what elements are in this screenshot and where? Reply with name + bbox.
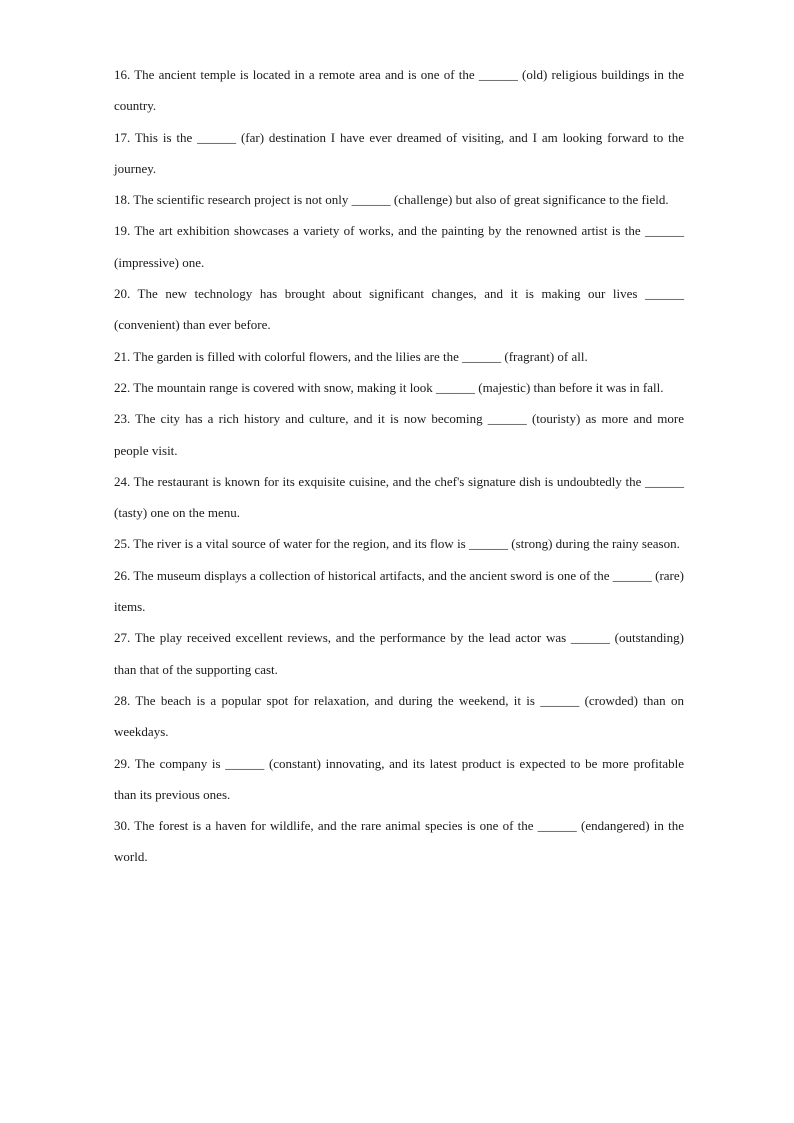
- question-26: 26. The museum displays a collection of historical artifacts, and the ancient sword is one of the ______ (rare) items.: [114, 567, 684, 615]
- question-22: 22. The mountain range is covered with snow, making it look ______ (majestic) than before it was in fall.: [114, 379, 664, 395]
- question-21: 21. The garden is filled with colorful flowers, and the lilies are the ______ (fragrant) of all.: [114, 348, 588, 364]
- question-19: 19. The art exhibition showcases a variety of works, and the painting by the renowned artist is the ______ (impressive) one.: [114, 223, 684, 270]
- question-18: 18. The scientific research project is not only ______ (challenge) but also of great significance to the field.: [114, 192, 669, 208]
- question-24: 24. The restaurant is known for its exquisite cuisine, and the chef's signature dish is undoubtedly the ______ (tasty) one on the menu.: [114, 473, 684, 521]
- question-30: 30. The forest is a haven for wildlife, and the rare animal species is one of the ______ (endangered) in the world.: [114, 818, 684, 865]
- question-28: 28. The beach is a popular spot for relaxation, and during the weekend, it is ______ (crowded) than on weekdays.: [114, 692, 684, 740]
- question-17: 17. This is the ______ (far) destination I have ever dreamed of visiting, and I am looking forward to the journey.: [114, 129, 684, 176]
- document-page: [114, 59, 684, 873]
- question-29: 29. The company is ______ (constant) innovating, and its latest product is expected to be more profitable than its previous ones.: [114, 755, 684, 802]
- question-16: 16. The ancient temple is located in a remote area and is one of the ______ (old) religious buildings in the country.: [114, 67, 684, 114]
- question-27: 27. The play received excellent reviews, and the performance by the lead actor was ______ (outstanding) than that of the supporting cast.: [114, 630, 684, 677]
- question-20: 20. The new technology has brought about significant changes, and it is making our lives ______ (convenient) than ever before.: [114, 286, 684, 333]
- question-23: 23. The city has a rich history and culture, and it is now becoming ______ (touristy) as more and more people visit.: [114, 411, 684, 458]
- question-25: 25. The river is a vital source of water for the region, and its flow is ______ (strong) during the rainy season.: [114, 536, 680, 552]
